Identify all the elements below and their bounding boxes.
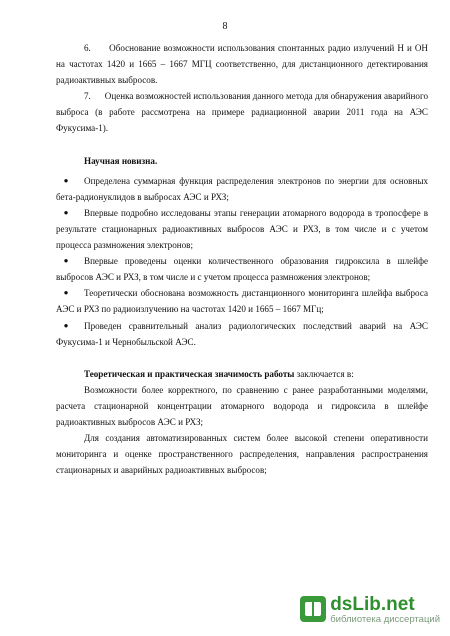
bullet-text: Теоретически обоснована возможность дистанционного мониторинга шлейфа выброса АЭС и РХЗ по радиоизлучению на частотах 1420 и 1665 – 1667 МГц; xyxy=(56,288,428,315)
significance-lead xyxy=(56,366,428,382)
bullet-text: Впервые проведены оценки количественного образования гидроксила в шлейфе выбросов АЭС и РХЗ, в том числе и с учетом процесса размножения электронов; xyxy=(56,256,428,283)
novelty-bullet-3 xyxy=(56,253,428,285)
novelty-bullet-list xyxy=(56,173,428,350)
significance-paragraph-1: Возможности более корректного, по сравнению с ранее разработанными моделями, расчета стационарной концентрации атомарного водорода и гидроксила в шлейфе радиоактивных выбросов АЭС и РХЗ; xyxy=(56,384,428,427)
bullet-text: Определена суммарная функция распределения электронов по энергии для основных бета-радионуклидов в выбросах АЭС и РХЗ; xyxy=(56,175,428,202)
bullet-text: Впервые подробно исследованы этапы генерации атомарного водорода в тропосфере в результате стационарных радиоактивных выбросов АЭС и РХЗ, в том числе и с учетом процесса размножения электронов; xyxy=(56,207,428,251)
novelty-bullet-5 xyxy=(56,318,428,350)
watermark-subtitle: библиотека диссертаций xyxy=(330,613,440,625)
watermark-brand: dsLib.net xyxy=(330,593,415,615)
novelty-bullet-2 xyxy=(56,205,428,253)
bullet-icon: ● xyxy=(63,288,69,298)
bullet-icon: ● xyxy=(63,256,69,266)
significance-lead-rest: заключается в: xyxy=(294,368,354,379)
bullet-icon: ● xyxy=(63,175,69,185)
significance-paragraph-2: Для создания автоматизированных систем более высокой степени оперативности мониторинга и оценке пространственного распределения, направления распространения стационарных и аварийных радиоактивных выбросов; xyxy=(56,433,428,476)
book-logo-icon xyxy=(300,596,326,622)
bullet-icon: ● xyxy=(63,320,69,330)
novelty-bullet-1 xyxy=(56,173,428,205)
list-item-7: 7. Оценка возможностей использования данного метода для обнаружения аварийного выброса (в работе рассмотрена на примере радиационной аварии 2011 года на АЭС Фукусима-1). xyxy=(56,91,428,134)
section-heading-novelty: Научная новизна. xyxy=(84,155,158,166)
document-body xyxy=(56,40,428,478)
list-item-6: 6. Обоснование возможности использования спонтанных радио излучений Н и ОН на частотах 1420 и 1665 – 1667 МГЦ соответственно, для дистанционного детектирования радиоактивных выбросов. xyxy=(56,43,428,86)
page-number: 8 xyxy=(222,21,228,32)
bullet-text: Проведен сравнительный анализ радиологических последствий аварий на АЭС Фукусима-1 и Чернобыльской АЭС. xyxy=(56,320,428,347)
dslib-watermark xyxy=(300,595,440,625)
significance-heading: Теоретическая и практическая значимость работы xyxy=(84,368,295,379)
novelty-bullet-4 xyxy=(56,285,428,317)
bullet-icon: ● xyxy=(63,207,69,217)
